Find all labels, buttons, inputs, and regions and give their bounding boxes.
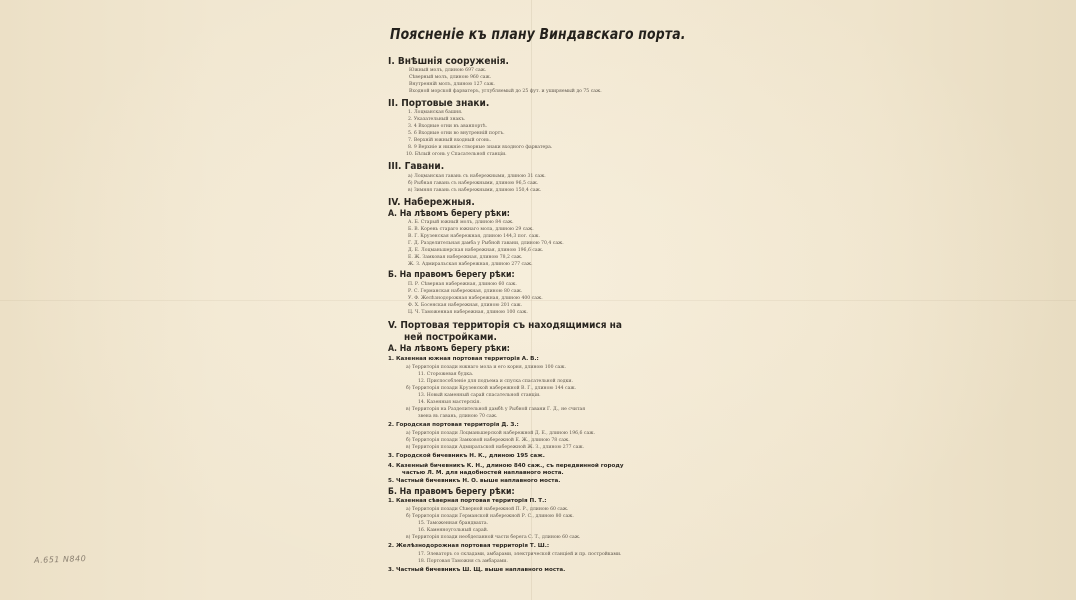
left-quay-item: Е. Ж. Замковая набережная, длиною 78,2 саж. — [408, 255, 523, 260]
subsection-heading: 1. Казенная сѣверная портовая территорiя П. Т.: — [388, 498, 547, 504]
territory-item: в) Территорiя на Разделительной дамбѣ у Рыбной гавани Г. Д., не считая — [406, 407, 586, 412]
left-quay-item: В. Г. Крузенская набережная, длиною 144,3 пог. саж. — [408, 234, 540, 239]
section-1-item: Южный молъ, длиною 697 саж. — [409, 68, 487, 73]
section-1-item: Входной морской фарватеръ, углубляемый до 25 фут. и уширяемый до 75 саж. — [409, 89, 602, 94]
section-1-heading: I. Внѣшнiя сооруженiя. — [388, 56, 509, 67]
section-3-item: б) Рыбная гавань съ набережными, длиною 96,5 саж. — [408, 181, 539, 186]
territory-item: в) Территорiя позади необделанной части берега С. Т., длиною 60 саж. — [406, 535, 581, 540]
right-quay-item: Ц. Ч. Таможенная набережная, длиною 100 саж. — [408, 310, 528, 315]
territory-item: в) Территорiя позади Адмиральской набережной Ж. З., длиною 277 саж. — [406, 445, 584, 450]
section-4-right-heading: Б. На правомъ берегу рѣки: — [388, 270, 515, 280]
legend-text-block — [380, 0, 686, 600]
subsection-heading: 5. Частный бичевникъ Н. О. выше наплавного моста. — [388, 478, 561, 484]
subsection-heading: 4. Казенный бичевникъ К. Н., длиною 840 саж., съ передвинной городу — [388, 463, 624, 469]
building-item: 16. Каменноугольный сарай. — [418, 528, 489, 533]
building-item: 14. Казенныя мастерскiя. — [418, 400, 481, 405]
building-item: 17. Элеваторъ со складами, амбарами, электрической станцiей и пр. постройками. — [418, 552, 622, 557]
left-quay-item: Б. В. Корень стараго южнаго мола, длиною 29 саж. — [408, 227, 534, 232]
building-item: 13. Новый каменный сарай спасательной станцiи. — [418, 393, 541, 398]
subsection-heading: 3. Городской бичевникъ Н. К., длиною 195 саж. — [388, 453, 545, 459]
subsection-heading: 2. Городская портовая территорiя Д. З.: — [388, 422, 519, 428]
section-1-item: Внутреннiй молъ, длиною 127 саж. — [409, 82, 495, 87]
section-2-item: 10. Бѣлый огонь у Спасательной станцiи. — [406, 152, 507, 157]
subsection-heading: 2. Желѣзнодорожная портовая территорiя Т. Ш.: — [388, 543, 550, 549]
building-item: 18. Портовая Таможня съ амбарами. — [418, 559, 508, 564]
territory-item: б) Территорiя позади Замковой набережной Е. Ж., длиною 78 саж. — [406, 438, 570, 443]
building-item: 12. Приспособленiе для подъема и спуска спасательной лодки. — [418, 379, 573, 384]
section-3-item: в) Зимняя гавань съ набережными, длиною 150,4 саж. — [408, 188, 542, 193]
territory-item: б) Территорiя позади Крузенской набережной В. Г., длиною 144 саж. — [406, 386, 577, 391]
right-quay-item: Ф. Х. Босенская набережная, длиною 201 саж. — [408, 303, 523, 308]
territory-item: а) Территорiя позади южнаго мола и его корня, длиною 100 саж. — [406, 365, 566, 370]
section-2-item: 3. 4 Входные огни въ аванпортѣ. — [408, 124, 488, 129]
left-quay-item: Ж. З. Адмиральская набережная, длиною 277 саж. — [408, 262, 533, 267]
section-5-right-heading: Б. На правомъ берегу рѣки: — [388, 487, 515, 497]
document-title: Поясненiе къ плану Виндавскаго порта. — [390, 25, 686, 43]
building-item: 15. Таможенная брандвахта. — [418, 521, 489, 526]
territory-item: а) Территорiя позади Лоцманьшерской набережной Д. Е., длиною 196,6 саж. — [406, 431, 595, 436]
right-quay-item: У. Ф. Желѣзнодорожная набережная, длиною 400 саж. — [408, 296, 543, 301]
subsection-heading: 3. Частный бичевникъ Ш. Щ. выше наплавного моста. — [388, 567, 566, 573]
section-1-item: Сѣверный молъ, длиною 960 саж. — [409, 75, 492, 80]
territory-item: а) Территорiя позади Сѣверной набережной П. Р., длиною 60 саж. — [406, 507, 569, 512]
section-5-heading-line1: V. Портовая территорiя съ находящимися на — [388, 320, 622, 331]
subsection-heading: 1. Казенная южная портовая территорiя А. В.: — [388, 356, 539, 362]
territory-item-continued: звена въ гавань, длиною 70 саж. — [418, 414, 498, 419]
section-3-heading: III. Гавани. — [388, 161, 445, 172]
section-2-item: 7. Верхнiй южный входный огонь. — [408, 138, 491, 143]
section-3-item: а) Лоцманская гавань съ набережными, длиною 31 саж. — [408, 174, 546, 179]
section-4-heading: IV. Набережныя. — [388, 197, 475, 208]
section-2-item: 5. 6 Входные огни во внутреннiй портъ. — [408, 131, 505, 136]
subsection-heading-continued: частью Л. М. для надобностей наплавного моста. — [402, 470, 564, 476]
section-2-item: 2. Указательный знакъ. — [408, 117, 466, 122]
left-quay-item: Г. Д. Разделительная дамба у Рыбной гавани, длиною 70,4 саж. — [408, 241, 564, 246]
section-4-left-heading: А. На лѣвомъ берегу рѣки: — [388, 209, 510, 219]
right-quay-item: П. Р. Сѣверная набережная, длиною 60 саж. — [408, 282, 517, 287]
inventory-mark: A.651 N840 — [33, 554, 87, 565]
left-quay-item: Д. Е. Лоцманьшерская набережная, длиною 196,6 саж. — [408, 248, 544, 253]
right-quay-item: Р. С. Германская набережная, длиною 80 саж. — [408, 289, 523, 294]
territory-item: б) Территорiя позади Германской набережной Р. С., длиною 80 саж. — [406, 514, 574, 519]
section-2-heading: II. Портовые знаки. — [388, 98, 490, 109]
section-2-item: 1. Лоцманская башня. — [408, 110, 463, 115]
section-5-heading-line2: ней постройками. — [404, 332, 497, 343]
section-2-item: 8. 9 Верхнiе и нижнiе створные знаки входного фарватера. — [408, 145, 553, 150]
building-item: 11. Сторожевая будка. — [418, 372, 474, 377]
left-quay-item: А. Б. Старый южный молъ, длиною 84 саж. — [408, 220, 514, 225]
section-5-left-heading: А. На лѣвомъ берегу рѣки: — [388, 344, 510, 354]
